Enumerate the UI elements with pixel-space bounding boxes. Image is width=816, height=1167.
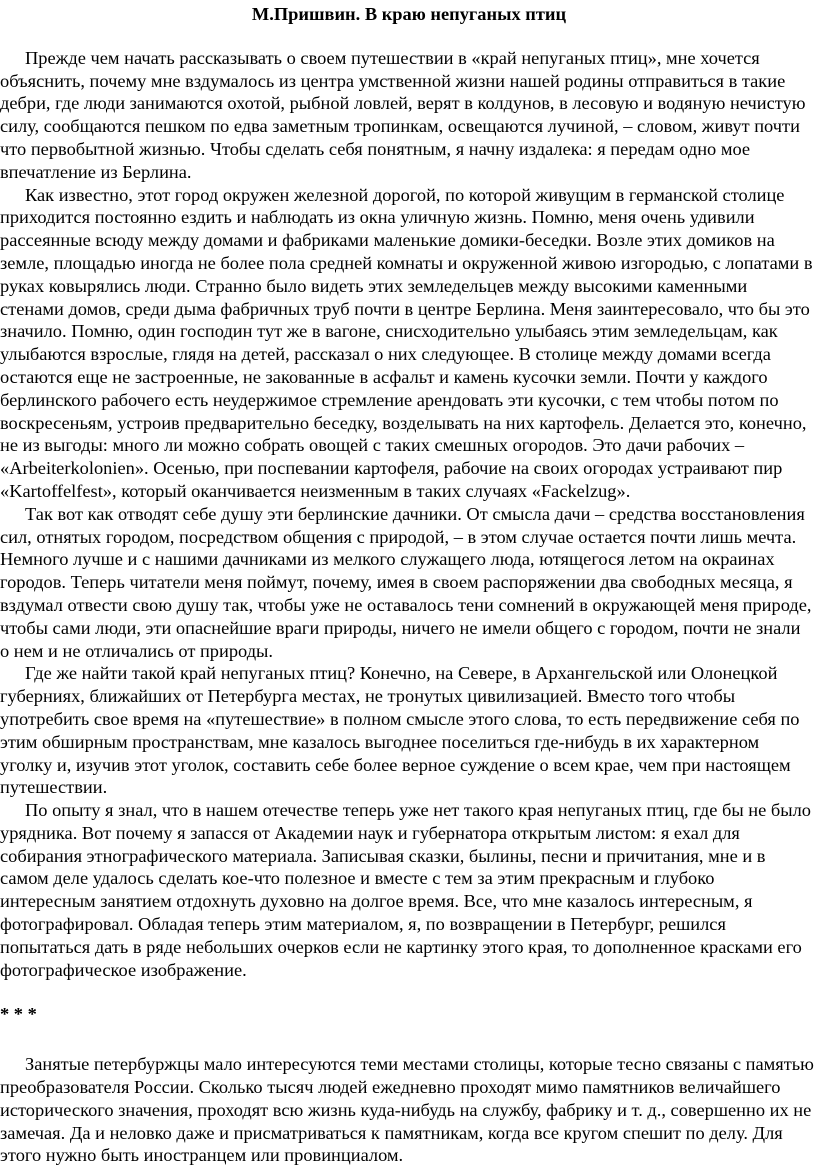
paragraph-4: Где же найти такой край непуганых птиц? Конечно, на Севере, в Архангельской или Олонецкой губерниях, ближайших от Петербурга местах, не тронутых цивилизацией. Вместо того чтобы употребить свое время на «путешествие» в полном смысле этого слова, то есть передвижение себя по этим обширным пространствам, мне казалось выгоднее поселиться где-нибудь в их характерном уголку и, изучив этот уголок, составить себе более верное суждение о всем крае, чем при настоящем путешествии. [0, 663, 800, 798]
paragraph-1: Прежде чем начать рассказывать о своем путешествии в «край непуганых птиц», мне хочется объяснить, почему мне вздумалось из центра умственной жизни нашей родины отправиться в такие дебри, где люди занимаются охотой, рыбной ловлей, верят в колдунов, в лесовую и водяную нечистую силу, сообщаются пешком по едва заметным тропинкам, освещаются лучиной, – словом, живут почти что первобытной жизнью. Чтобы сделать себя понятным, я начну издалека: я передам одно мое впечатление из Берлина. [0, 47, 806, 182]
paragraph-6: Занятые петербуржцы мало интересуются теми местами столицы, которые тесно связаны с памятью преобразователя России. Сколько тысяч людей ежедневно проходят мимо памятников величайшего исторического значения, проходят всю жизнь куда-нибудь на службу, фабрику и т. д., совершенно их не замечая. Да и неловко даже и присматриваться к памятникам, когда все кругом спешит по делу. Для этого нужно быть иностранцем или провинциалом. [0, 1054, 814, 1166]
document-title: М.Пришвин. В краю непуганых птиц [251, 4, 567, 24]
paragraph-5: По опыту я знал, что в нашем отечестве теперь уже нет такого края непуганых птиц, где бы не было урядника. Вот почему я запасся от Академии наук и губернатора открытым листом: я ехал для собирания этнографического материала. Записывая сказки, былины, песни и причитания, мне и в самом деле удалось сделать кое-что полезное и вместе с тем за этим прекрасным и глубоко интересным занятием отдохнуть духовно на долгое время. Все, что мне казалось интересным, я фотографировал. Обладая теперь этим материалом, я, по возвращении в Петербург, решился попытаться дать в ряде небольших очерков если не картинку этого края, то дополненное красками его фотографическое изображение. [0, 800, 811, 980]
paragraph-2: Как известно, этот город окружен железной дорогой, по которой живущим в германской столице приходится постоянно ездить и наблюдать из окна уличную жизнь. Помню, меня очень удивили рассеянные всюду между домами и фабриками маленькие домики-беседки. Возле этих домиков на земле, площадью иногда не более пола средней комнаты и окруженной живою изгородью, с лопатами в руках ковырялись люди. Странно было видеть этих земледельцев между высокими каменными стенами домов, среди дыма фабричных труб почти в центре Берлина. Меня заинтересовало, что бы это значило. Помню, один господин тут же в вагоне, снисходительно улыбаясь этим земледельцам, как улыбаются взрослые, глядя на детей, рассказал о них следующее. В столице между домами всегда остаются еще не застроенные, не закованные в асфальт и камень кусочки земли. Почти у каждого берлинского рабочего есть неудержимое стремление арендовать эти кусочки, с тем чтобы потом по воскресеньям, устроив предварительно беседку, возделывать на них картофель. Делается это, конечно, не из выгоды: много ли можно собрать овощей с таких смешных огородов. Это дачи рабочих – «Arbeiterkolonien». Осенью, при поспевании картофеля, рабочие на своих огородах устраивают пир «Kartoffelfest», который оканчивается неизменным в таких случаях «Fackelzug». [0, 184, 813, 501]
section-separator: * * * [0, 1004, 37, 1025]
paragraph-3: Так вот как отводят себе душу эти берлинские дачники. От смысла дачи – средства восстановления сил, отнятых городом, посредством общения с природой, – в этом случае остается почти лишь мечта. Немного лучше и с нашими дачниками из мелкого служащего люда, ютящегося летом на окраинах городов. Теперь читатели меня поймут, почему, имея в своем распоряжении два свободных месяца, я вздумал отвести свою душу так, чтобы уже не оставалось тени сомнений в окружающей меня природе, чтобы сами люди, эти опаснейшие враги природы, ничего не имели общего с городом, почти не знали о нем и не отличались от природы. [0, 503, 812, 661]
